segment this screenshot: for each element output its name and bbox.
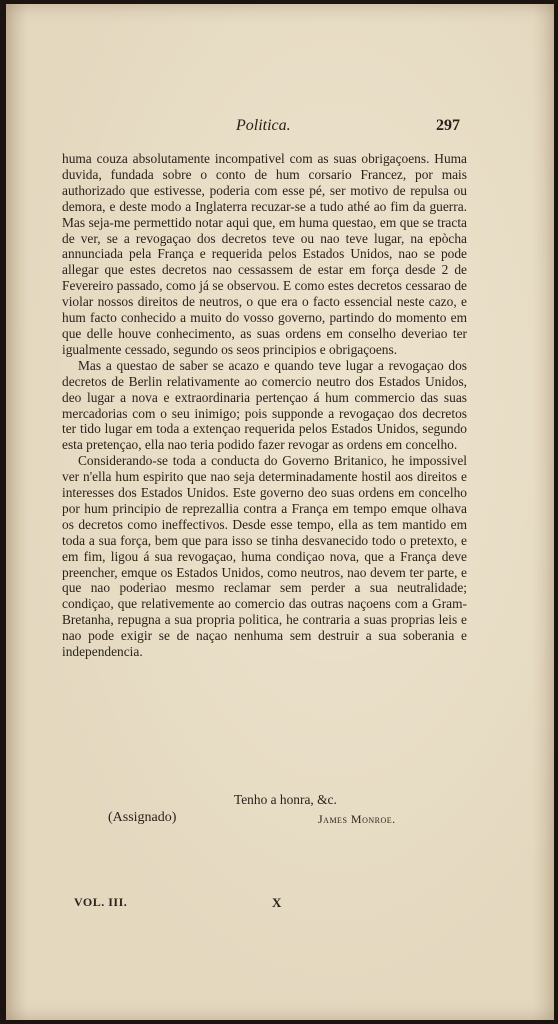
signature-mark: X: [272, 895, 282, 910]
body-text: [62, 151, 467, 660]
paragraph-1: huma couza absolutamente incompativel com as suas obrigaçoens. Huma duvida, fundada sobre o conto de hum corsario Francez, por mais authorizado que estivesse, poderia com esse pé, ser motivo de repulsa ou demora, e deste modo a Inglaterra recuzar-se a tudo athé ao fim da guerra. Mas seja-me permettido notar aqui que, em huma questao, em que se tracta de ver, se a revogaçao dos decretos teve ou nao teve lugar, na epòcha annunciada pela França e requerida pelos Estados Unidos, nao se pode allegar que estes decretos nao cessassem de estar em força desde 2 de Fevereiro passado, como já se observou. E como estes decretos cessarao de violar nossos direitos de neutros, o que era o facto essencial neste cazo, e hum facto conhecido a muito do vosso governo, partindo do momento em que delle houve conhecimento, as suas ordens em conselho deveriao ter igualmente cessado, segundo os seos principios e obrigaçoens.: [62, 151, 467, 357]
signer-name: James Monroe.: [318, 812, 396, 826]
paragraph-2: Mas a questao de saber se acazo e quando teve lugar a revogaçao dos decretos de Berlin relativamente ao comercio neutro dos Estados Unidos, deo lugar a nova e extraordinaria pertençao á hum commercio das suas mercadorias com o seu inimigo; pois supponde a revogaçao dos decretos ter tido lugar em toda a extençao requerida pelos Estados Unidos, segundo esta pretençao, ella nao teria podido fazer revogar as ordens em concelho.: [62, 357, 467, 453]
book-page: [6, 4, 554, 1020]
signed-label: (Assignado): [108, 810, 177, 825]
volume-label: VOL. III.: [74, 895, 128, 909]
running-title: Politica.: [236, 117, 291, 134]
page-header: [6, 117, 554, 141]
paragraph-3: Considerando-se toda a conducta do Governo Britanico, he impossivel ver n'ella hum espirito que nao seja determinadamente hostil aos direitos e interesses dos Estados Unidos. Este governo deo suas ordens em concelho por hum principio de reprezallia contra a França em tempo emque olhava os decretos como ineffectivos. Desde esse tempo, ella as tem mantido em toda a sua força, bem que para isso se tinha desvanecido todo o pretexto, e em fim, ligou á sua revogaçao, huma condiçao nova, que a França deve preencher, emque os Estados Unidos, como neutros, nao devem ter parte, e que nao poderiao mesmo reclamar sem perder a sua neutralidade; condiçao, que relativemente ao comercio das outras naçoens com a Gram-Bretanha, repugna a sua propria politica, he contraria a suas proprias leis e nao pode exigir se de naçao nenhuma sem destruir a sua soberania e independencia.: [62, 453, 467, 660]
closing-salutation: Tenho a honra, &c.: [234, 792, 337, 807]
page-number: 297: [436, 117, 460, 134]
